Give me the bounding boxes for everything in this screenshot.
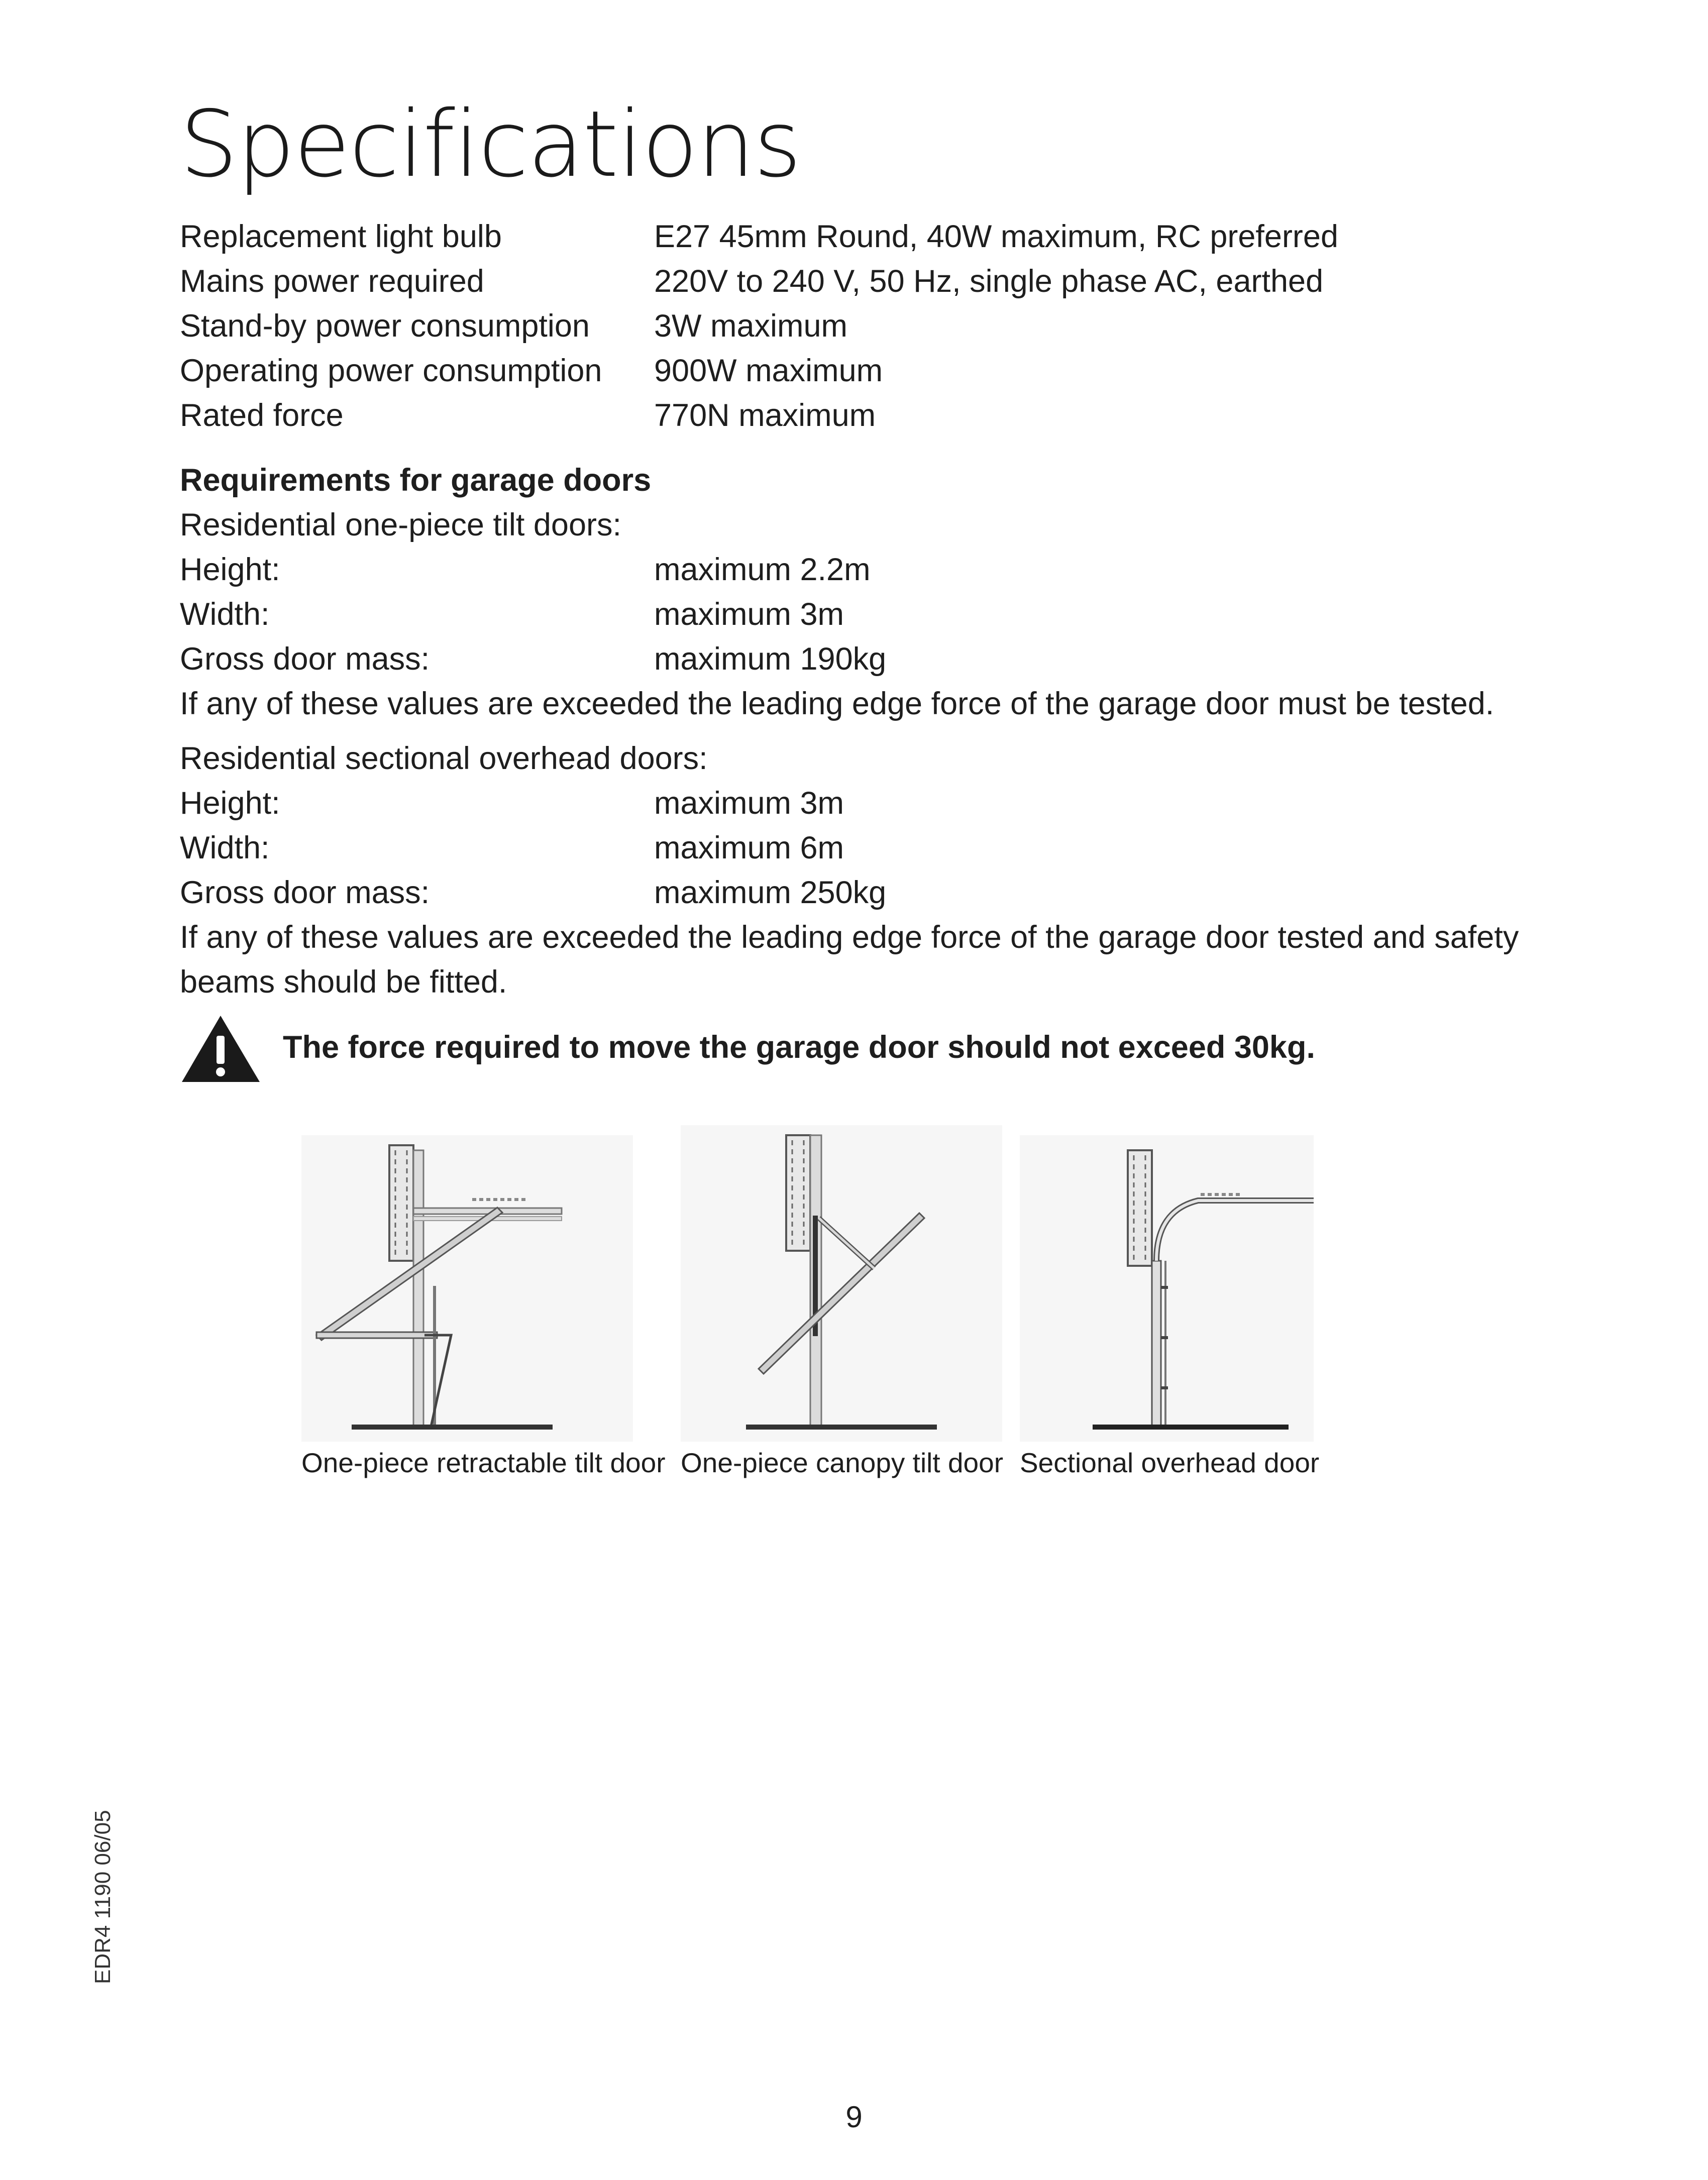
warning-icon bbox=[180, 1014, 262, 1084]
figure-caption: One-piece canopy tilt door bbox=[681, 1447, 1004, 1478]
requirement-row bbox=[180, 592, 1586, 637]
tilt-doors-note: If any of these values are exceeded the leading edge force of the garage door must be tested. bbox=[180, 686, 1494, 721]
requirement-label: Gross door mass: bbox=[180, 641, 430, 677]
page-number: 9 bbox=[845, 2100, 863, 2134]
warning-text: The force required to move the garage door should not exceed 30kg. bbox=[283, 1030, 1315, 1065]
requirement-value: maximum 3m bbox=[654, 786, 844, 821]
spec-value: 770N maximum bbox=[654, 398, 876, 433]
requirement-value: maximum 3m bbox=[654, 597, 844, 632]
requirement-label: Width: bbox=[180, 597, 270, 632]
requirements-heading: Requirements for garage doors bbox=[180, 463, 652, 498]
requirement-row bbox=[180, 781, 1586, 826]
spec-label: Replacement light bulb bbox=[180, 219, 502, 254]
requirement-value: maximum 2.2m bbox=[654, 552, 871, 587]
requirement-value: maximum 6m bbox=[654, 830, 844, 865]
spec-label: Mains power required bbox=[180, 264, 484, 299]
requirement-label: Height: bbox=[180, 786, 280, 821]
figure-canopy-tilt-door bbox=[681, 1125, 1022, 1478]
spec-label: Operating power consumption bbox=[180, 353, 602, 388]
figure-caption: Sectional overhead door bbox=[1020, 1447, 1320, 1478]
requirement-label: Gross door mass: bbox=[180, 875, 430, 910]
figure-retractable-tilt-door bbox=[301, 1125, 666, 1478]
requirement-row bbox=[180, 826, 1586, 870]
figure-sectional-overhead-door bbox=[1020, 1125, 1331, 1478]
canopy-tilt-door-diagram bbox=[681, 1125, 1022, 1447]
requirement-row bbox=[180, 870, 1586, 915]
retractable-tilt-door-diagram bbox=[301, 1125, 653, 1447]
requirement-row bbox=[180, 548, 1586, 592]
specifications-table bbox=[180, 214, 1586, 438]
requirement-label: Height: bbox=[180, 552, 280, 587]
spec-row bbox=[180, 349, 1586, 393]
spec-value: 3W maximum bbox=[654, 308, 848, 344]
spec-row bbox=[180, 304, 1586, 349]
requirement-row bbox=[180, 637, 1586, 682]
requirement-value: maximum 250kg bbox=[654, 875, 887, 910]
spec-row bbox=[180, 259, 1586, 304]
spec-value: E27 45mm Round, 40W maximum, RC preferred bbox=[654, 219, 1338, 254]
spec-row bbox=[180, 393, 1586, 438]
force-warning bbox=[180, 1014, 1315, 1084]
page-title: Specifications bbox=[180, 91, 801, 197]
sectional-overhead-door-diagram bbox=[1020, 1125, 1331, 1447]
spec-value: 220V to 240 V, 50 Hz, single phase AC, earthed bbox=[654, 264, 1324, 299]
requirement-label: Width: bbox=[180, 830, 270, 865]
figure-caption: One-piece retractable tilt door bbox=[301, 1447, 666, 1478]
spec-row bbox=[180, 214, 1586, 259]
document-code: EDR4 1190 06/05 bbox=[90, 1810, 115, 1984]
tilt-doors-intro: Residential one-piece tilt doors: bbox=[180, 507, 621, 542]
sectional-doors-note: If any of these values are exceeded the leading edge force of the garage door tested and safety beams should be fitted. bbox=[180, 920, 1519, 1000]
spec-label: Rated force bbox=[180, 398, 344, 433]
sectional-doors-intro: Residential sectional overhead doors: bbox=[180, 741, 708, 776]
spec-value: 900W maximum bbox=[654, 353, 883, 388]
requirement-value: maximum 190kg bbox=[654, 641, 887, 677]
spec-label: Stand-by power consumption bbox=[180, 308, 590, 344]
garage-door-requirements bbox=[180, 458, 1586, 1005]
